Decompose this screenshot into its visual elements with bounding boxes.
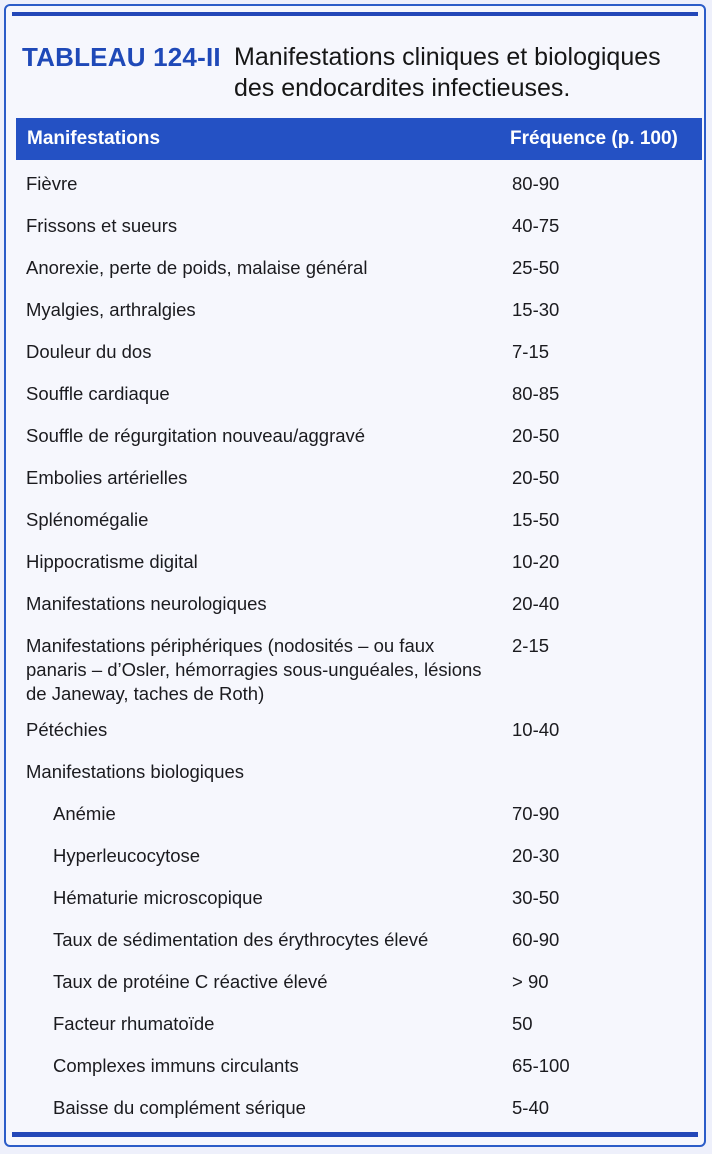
table-row — [16, 162, 702, 204]
table-row — [16, 414, 702, 456]
row-label: Myalgies, arthralgies — [26, 299, 196, 320]
row-label: Splénomégalie — [26, 509, 149, 530]
row-label: Frissons et sueurs — [26, 215, 178, 236]
table-body — [16, 162, 702, 1128]
row-label: Souffle de régurgitation nouveau/aggravé — [26, 425, 366, 446]
table-row — [16, 498, 702, 540]
row-value: 10-20 — [512, 551, 560, 572]
row-label: Hyperleucocytose — [53, 845, 201, 866]
table-row — [16, 1086, 702, 1128]
table-row — [16, 1002, 702, 1044]
header-manifestations: Manifestations — [27, 128, 161, 149]
row-value: 20-50 — [512, 425, 560, 446]
row-value: 80-90 — [512, 173, 560, 194]
row-label: Douleur du dos — [26, 341, 152, 362]
table-title — [22, 42, 692, 112]
table-row — [16, 330, 702, 372]
row-value: 20-30 — [512, 845, 560, 866]
table-row — [16, 792, 702, 834]
table-row — [16, 708, 702, 750]
row-value: 20-40 — [512, 593, 560, 614]
row-value: 20-50 — [512, 467, 560, 488]
row-value: 40-75 — [512, 215, 560, 236]
row-value: 50 — [512, 1013, 533, 1034]
table-row — [16, 372, 702, 414]
row-value: 15-50 — [512, 509, 560, 530]
row-value: > 90 — [512, 971, 549, 992]
row-value: 7-15 — [512, 341, 550, 362]
row-value: 25-50 — [512, 257, 560, 278]
table-caption: Manifestations cliniques et biologiques des endocardites infectieuses. — [234, 43, 661, 102]
row-label: Facteur rhumatoïde — [53, 1013, 215, 1034]
row-value: 65-100 — [512, 1055, 570, 1076]
row-label: Complexes immuns circulants — [53, 1055, 299, 1076]
table-row — [16, 876, 702, 918]
row-label: Anémie — [53, 803, 116, 824]
table-row — [16, 204, 702, 246]
row-label: Hippocratisme digital — [26, 551, 198, 572]
row-label: Taux de sédimentation des érythrocytes élevé — [53, 929, 429, 950]
document-page — [4, 4, 706, 1147]
table-row — [16, 246, 702, 288]
table-header — [16, 118, 702, 160]
row-value: 70-90 — [512, 803, 560, 824]
row-label: Hématurie microscopique — [53, 887, 263, 908]
row-label: Manifestations biologiques — [26, 761, 245, 782]
row-label: Manifestations neurologiques — [26, 593, 267, 614]
top-rule — [12, 12, 698, 16]
row-value: 15-30 — [512, 299, 560, 320]
table-row — [16, 834, 702, 876]
row-value: 60-90 — [512, 929, 560, 950]
table-row — [16, 1044, 702, 1086]
table-row — [16, 960, 702, 1002]
row-value: 30-50 — [512, 887, 560, 908]
table-row — [16, 582, 702, 624]
table-row — [16, 624, 702, 708]
row-label: Taux de protéine C réactive élevé — [53, 971, 328, 992]
row-value: 5-40 — [512, 1097, 550, 1118]
row-value: 2-15 — [512, 635, 550, 656]
table-number: TABLEAU 124-II — [22, 42, 221, 72]
header-frequence: Fréquence (p. 100) — [510, 128, 678, 149]
table-row — [16, 288, 702, 330]
row-label: Embolies artérielles — [26, 467, 188, 488]
table-row — [16, 456, 702, 498]
row-value: 80-85 — [512, 383, 560, 404]
row-label: Souffle cardiaque — [26, 383, 170, 404]
row-label: Fièvre — [26, 173, 78, 194]
row-label: Manifestations périphériques (nodosités – ou faux panaris – d’Osler, hémorragies sous-unguéales, lésions de Janeway, taches de Roth) — [26, 635, 482, 704]
table-row — [16, 750, 702, 792]
row-label: Pétéchies — [26, 719, 108, 740]
table-row — [16, 918, 702, 960]
bottom-rule — [12, 1132, 698, 1137]
row-label: Anorexie, perte de poids, malaise général — [26, 257, 368, 278]
row-label: Baisse du complément sérique — [53, 1097, 306, 1118]
table-row — [16, 540, 702, 582]
row-value: 10-40 — [512, 719, 560, 740]
